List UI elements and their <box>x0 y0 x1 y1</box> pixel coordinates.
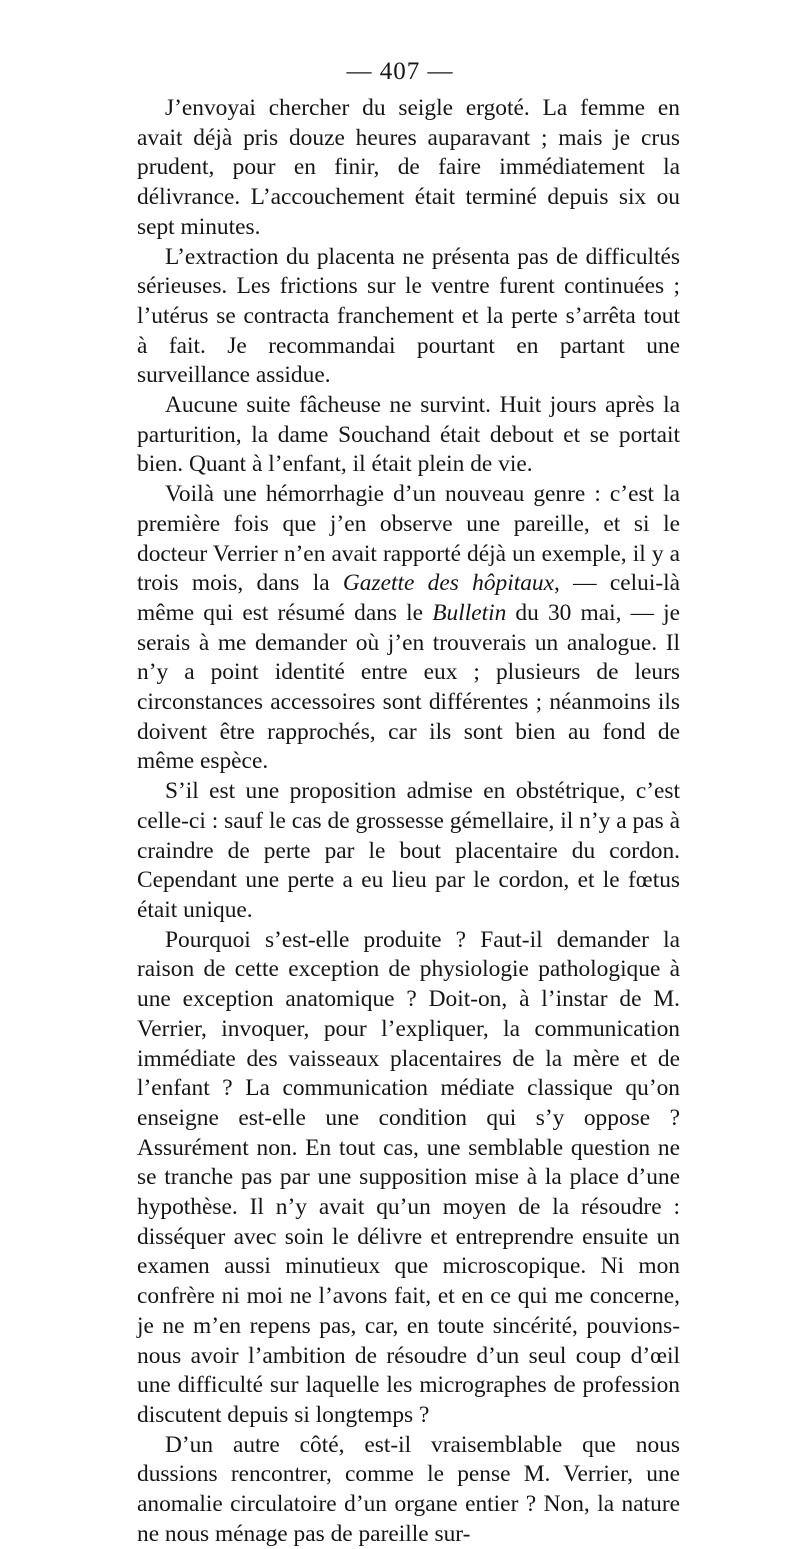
text-body <box>137 94 680 1549</box>
journal-title-bulletin: Bulletin <box>432 599 507 626</box>
paragraph-1 <box>137 94 680 243</box>
paragraph-3 <box>137 391 680 480</box>
paragraph-6 <box>137 926 680 1431</box>
paragraph-2 <box>137 243 680 392</box>
journal-title-gazette: Gazette des hôpitaux <box>342 570 555 597</box>
paragraph-text: L’extraction du placenta ne présenta pas de difficultés sérieuses. Les frictions sur le ventre furent continuées ; l’utérus se contracta franchement et la perte s’arrêta tout à fait. Je recommandai pourtant en partant une surveillance assidue. <box>137 243 680 389</box>
paragraph-4 <box>137 480 680 777</box>
paragraph-text: Voilà une hémorrhagie d’un nouveau genre : c’est la première fois que j’en observe une pareille, et si le docteur Verrier n’en avait rapporté déjà un exemple, il y a trois mois, dans la <box>137 481 680 597</box>
paragraph-text: J’envoyai chercher du seigle ergoté. La femme en avait déjà pris douze heures auparavant ; mais je crus prudent, pour en finir, de faire immédiatement la délivrance. L’accouchement était terminé depuis six ou sept minutes. <box>137 95 680 240</box>
page-number-header: — 407 — <box>346 58 454 85</box>
paragraph-text: Pourquoi s’est-elle produite ? Faut-il demander la raison de cette exception de physiologie pathologique à une exception anatomique ? Doit-on, à l’instar de M. Verrier, invoquer, pour l’expliquer, la communication immédiate des vaisseaux placentaires de la mère et de l’enfant ? La communication médiate classique qu’on enseigne est-elle une condition qui s’y oppose ? Assurément non. En tout cas, une semblable question ne se tranche pas par une supposition mise à la place d’une hypothèse. Il n’y avait qu’un moyen de la résoudre : disséquer avec soin le délivre et entreprendre ensuite un examen aussi minutieux que microscopique. Ni mon confrère ni moi ne l’avons fait, et en ce qui me concerne, je ne m’en repens pas, car, en toute sincérité, pouvions-nous avoir l’ambition de résoudre d’un seul coup d’œil une difficulté sur laquelle les micrographes de profession discutent depuis si longtemps ? <box>137 926 680 1428</box>
paragraph-text: Aucune suite fâcheuse ne survint. Huit jours après la parturition, la dame Souchand était debout et se portait bien. Quant à l’enfant, il était plein de vie. <box>137 392 680 478</box>
paragraph-text: du 30 mai, — je serais à me demander où j’en trouverais un analogue. Il n’y a point identité entre eux ; plusieurs de leurs circonstances accessoires sont différentes ; néanmoins ils doivent être rapprochés, car ils sont bien au fond de même espèce. <box>137 599 680 775</box>
paragraph-text: , — celui-là même qui est résumé dans le <box>137 570 680 626</box>
paragraph-text: S’il est une proposition admise en obstétrique, c’est celle-ci : sauf le cas de grossesse gémellaire, il n’y a pas à craindre de perte par le bout placentaire du cordon. Cependant une perte a eu lieu par le cordon, et le fœtus était unique. <box>137 778 680 923</box>
paragraph-text: D’un autre côté, est-il vraisemblable que nous dussions rencontrer, comme le pense M. Verrier, une anomalie circulatoire d’un organe entier ? Non, la nature ne nous ménage pas de pareille sur- <box>137 1431 680 1547</box>
paragraph-5 <box>137 777 680 926</box>
paragraph-7 <box>137 1431 680 1549</box>
